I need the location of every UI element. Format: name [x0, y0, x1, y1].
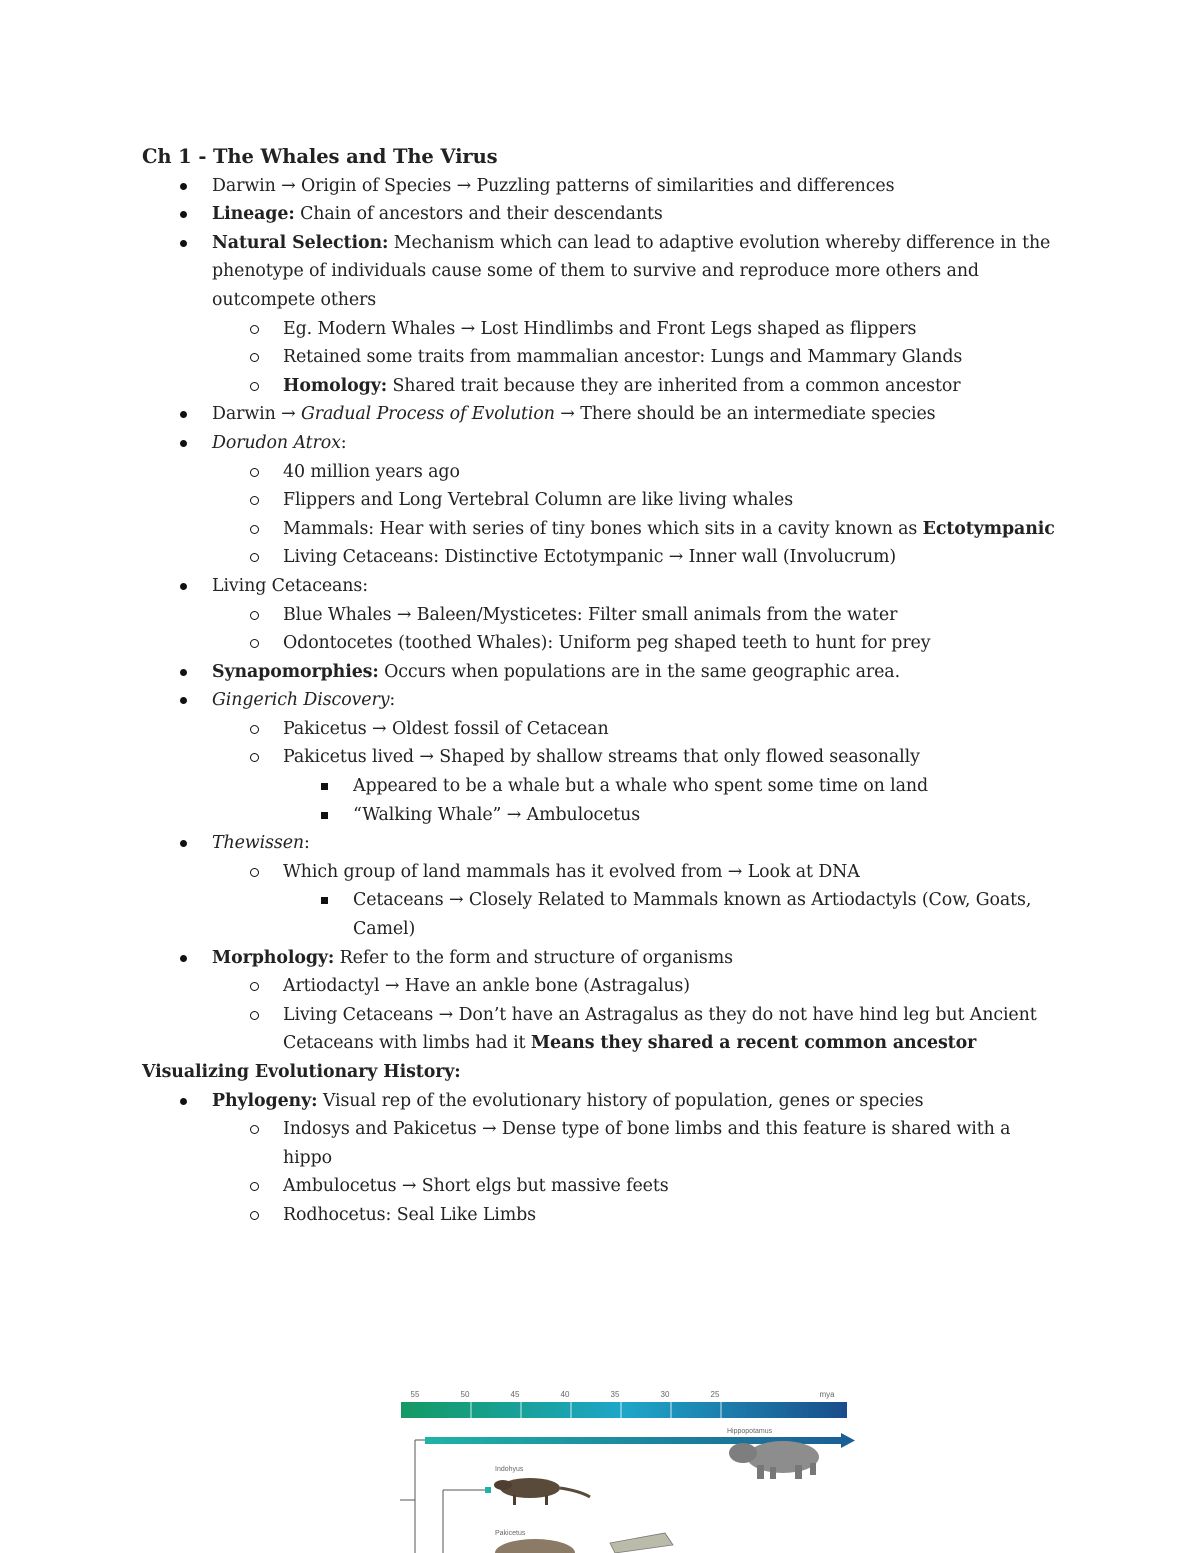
item-text: Pakicetus → Oldest fossil of Cetacean [283, 718, 609, 739]
arrow-head [841, 1433, 855, 1448]
square-bullet-icon [321, 897, 328, 904]
list-item-level-2 [142, 372, 1062, 401]
list-item-level-1 [142, 686, 1062, 715]
circle-bullet-icon [250, 1125, 259, 1134]
item-text: Mammals: Hear with series of tiny bones which sits in a cavity known as [283, 518, 923, 539]
list-item-level-1 [142, 429, 1062, 458]
item-text: Blue Whales → Baleen/Mysticetes: Filter small animals from the water [283, 604, 898, 625]
list-item-level-2 [142, 343, 1062, 372]
item-text: Artiodactyl → Have an ankle bone (Astragalus) [283, 976, 690, 997]
circle-bullet-icon [250, 468, 259, 477]
circle-bullet-icon [250, 525, 259, 534]
item-text: : [303, 833, 310, 854]
item-text: Flippers and Long Vertebral Column are like living whales [283, 490, 794, 511]
item-text: Indosys and Pakicetus → Dense type of bone limbs and this feature is shared with a hippo [283, 1119, 1011, 1168]
item-text: Darwin → [212, 404, 301, 425]
node-marker [485, 1487, 491, 1493]
timescale-bar [401, 1402, 847, 1418]
list-item-level-2 [142, 543, 1062, 572]
italic-term: Gradual Process of Evolution [301, 404, 555, 425]
disc-bullet-icon [180, 1098, 187, 1105]
timescale-tick-label: 45 [510, 1390, 520, 1399]
item-text: Occurs when populations are in the same geographic area. [378, 661, 901, 682]
list-item-level-1 [142, 1087, 1062, 1116]
item-text: Cetaceans → Closely Related to Mammals known as Artiodactyls (Cow, Goats, Camel) [353, 890, 1032, 940]
item-text: → There should be an intermediate species [554, 404, 936, 425]
item-text: Ambulocetus → Short elgs but massive feets [283, 1176, 669, 1197]
timescale-tick-label: 25 [710, 1390, 720, 1399]
item-text: Living Cetaceans: Distinctive Ectotympanic → Inner wall (Involucrum) [283, 547, 897, 568]
disc-bullet-icon [180, 240, 187, 247]
timescale-tick-label: mya [819, 1390, 835, 1399]
item-text: Rodhocetus: Seal Like Limbs [283, 1204, 536, 1225]
disc-bullet-icon [180, 697, 187, 704]
list-item-level-1 [142, 400, 1062, 429]
timescale-tick-label: 30 [660, 1390, 670, 1399]
circle-bullet-icon [250, 325, 259, 334]
bold-term: Natural Selection: [212, 232, 389, 253]
list-item-level-2 [142, 601, 1062, 630]
circle-bullet-icon [250, 639, 259, 648]
list-item-level-2 [142, 629, 1062, 658]
bold-term: Phylogeny: [212, 1090, 318, 1111]
list-item-level-2 [142, 858, 1062, 887]
bold-term: Means they shared a recent common ancestor [530, 1033, 977, 1054]
list-item-level-1 [142, 172, 1062, 201]
italic-term: Thewissen [212, 833, 304, 854]
disc-bullet-icon [180, 183, 187, 190]
indohyus-illustration [494, 1478, 590, 1505]
list-item-level-1 [142, 200, 1062, 229]
phylogeny-figure [395, 1385, 855, 1553]
list-item-level-2 [142, 743, 1062, 772]
timescale-tick-label: 40 [560, 1390, 570, 1399]
list-item-level-2 [142, 715, 1062, 744]
hippo-illustration [729, 1441, 819, 1479]
indohyus-label: Indohyus [495, 1466, 524, 1473]
item-text: Chain of ancestors and their descendants [294, 204, 663, 225]
list-item-level-1 [142, 944, 1062, 973]
section-heading: Visualizing Evolutionary History: [142, 1062, 461, 1082]
item-text: Refer to the form and structure of organisms [334, 947, 733, 968]
hippo-label: Hippopotamus [727, 1428, 773, 1435]
disc-bullet-icon [180, 669, 187, 676]
phylogeny-svg [395, 1385, 855, 1553]
item-text: Eg. Modern Whales → Lost Hindlimbs and Front Legs shaped as flippers [283, 318, 917, 339]
item-text: Mechanism which can lead to adaptive evolution whereby difference in the phenotype of individuals cause some of them to survive and reproduce more others and outcompete others [212, 232, 1051, 310]
list-item-level-1 [142, 658, 1062, 687]
list-item-level-2 [142, 1172, 1062, 1201]
item-text: “Walking Whale” → Ambulocetus [353, 804, 641, 825]
notes-list-2 [142, 1087, 1062, 1230]
item-text: Odontocetes (toothed Whales): Uniform peg shaped teeth to hunt for prey [283, 633, 931, 654]
document-page [142, 143, 1062, 1230]
list-item-level-2 [142, 972, 1062, 1001]
bold-term: Homology: [283, 375, 388, 396]
page-title: Ch 1 - The Whales and The Virus [142, 145, 498, 168]
bold-term: Morphology: [212, 947, 335, 968]
disc-bullet-icon [180, 840, 187, 847]
disc-bullet-icon [180, 440, 187, 447]
list-item-level-2 [142, 1115, 1062, 1172]
list-item-level-2 [142, 1201, 1062, 1230]
circle-bullet-icon [250, 1211, 259, 1220]
item-text: Darwin → Origin of Species → Puzzling patterns of similarities and differences [212, 175, 895, 196]
circle-bullet-icon [250, 553, 259, 562]
disc-bullet-icon [180, 583, 187, 590]
circle-bullet-icon [250, 982, 259, 991]
list-item-level-1 [142, 829, 1062, 858]
list-item-level-3 [142, 772, 1062, 801]
list-item-level-1 [142, 229, 1062, 315]
item-text: 40 million years ago [283, 461, 460, 482]
circle-bullet-icon [250, 1182, 259, 1191]
item-text: Retained some traits from mammalian ancestor: Lungs and Mammary Glands [283, 347, 963, 368]
timescale-tick-label: 35 [610, 1390, 620, 1399]
circle-bullet-icon [250, 868, 259, 877]
square-bullet-icon [321, 783, 328, 790]
list-item-level-2 [142, 458, 1062, 487]
circle-bullet-icon [250, 1011, 259, 1020]
bold-term: Ectotympanic [922, 518, 1055, 539]
list-item-level-1 [142, 572, 1062, 601]
item-text: : [389, 690, 396, 711]
square-bullet-icon [321, 812, 328, 819]
item-text: Visual rep of the evolutionary history of population, genes or species [317, 1090, 924, 1111]
item-text: Living Cetaceans: [212, 575, 368, 596]
list-item-level-2 [142, 515, 1062, 544]
bold-term: Lineage: [212, 204, 295, 225]
circle-bullet-icon [250, 382, 259, 391]
item-text: Living Cetaceans → Don’t have an Astragalus as they do not have hind leg but Ancient Cetaceans with limbs had it [283, 1004, 1037, 1054]
italic-term: Gingerich Discovery [212, 690, 390, 711]
item-text: Pakicetus lived → Shaped by shallow streams that only flowed seasonally [283, 747, 920, 768]
circle-bullet-icon [250, 725, 259, 734]
list-item-level-2 [142, 1001, 1062, 1058]
item-text: : [340, 432, 347, 453]
circle-bullet-icon [250, 353, 259, 362]
timescale-tick-label: 55 [410, 1390, 420, 1399]
disc-bullet-icon [180, 211, 187, 218]
italic-term: Dorudon Atrox [212, 432, 341, 453]
list-item-level-2 [142, 315, 1062, 344]
disc-bullet-icon [180, 411, 187, 418]
tree-branch-2 [443, 1490, 488, 1553]
list-item-level-3 [142, 801, 1062, 830]
circle-bullet-icon [250, 496, 259, 505]
notes-list [142, 172, 1062, 1058]
circle-bullet-icon [250, 753, 259, 762]
item-text: Which group of land mammals has it evolved from → Look at DNA [283, 861, 860, 882]
item-text: Appeared to be a whale but a whale who spent some time on land [353, 776, 928, 797]
item-text: Shared trait because they are inherited from a common ancestor [387, 375, 961, 396]
disc-bullet-icon [180, 955, 187, 962]
timescale-tick-label: 50 [460, 1390, 470, 1399]
list-item-level-2 [142, 486, 1062, 515]
list-item-level-3 [142, 886, 1062, 943]
pakicetus-label: Pakicetus [495, 1530, 526, 1537]
circle-bullet-icon [250, 611, 259, 620]
bold-term: Synapomorphies: [212, 661, 379, 682]
